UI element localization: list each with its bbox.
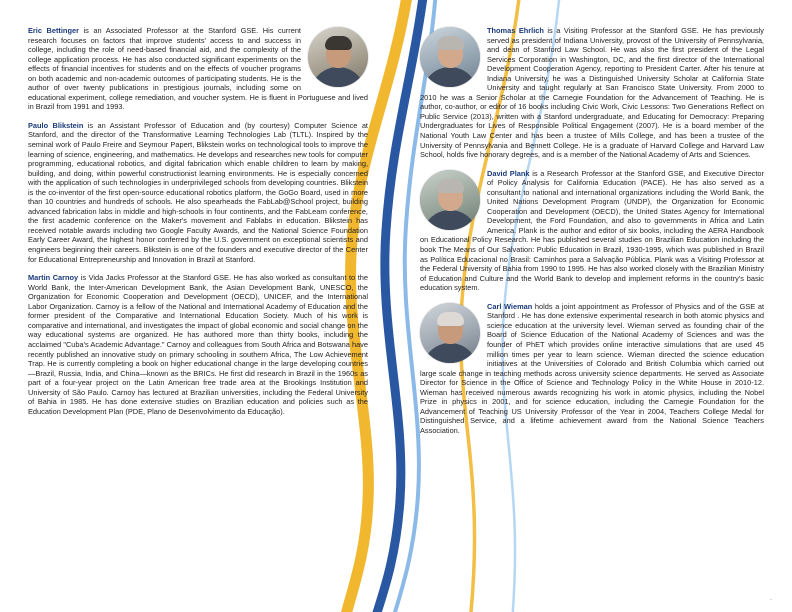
bio-name: Martin Carnoy [28,273,79,283]
portrait-david-plank [420,170,480,230]
portrait-carl-wieman [420,303,480,363]
bio-name: Eric Bettinger [28,26,79,35]
bio-david-plank [420,169,764,293]
bio-martin-carnoy [28,273,368,416]
bio-text: holds a joint appointment as Professor of Physics and of the GSE at Stanford . He has done extensive experimental research in both atomic physics and science education at the university level. Wieman served as founding chair of the Board of Science Education of the National Academy of Sciences and was the founder of PhET which provides online interactive simulations that are used 45 million times per year to learn science. Wieman directed the science education initiatives at the Universities of Colorado and British Columbia which carried out large scale change in teaching methods across university science departments. He served as Associate Director for Science in the Office of Science and Technology Policy in the White House in 2010-12. Wieman has received numerous awards recognizing his work in atomic physics, including the Nobel Prize in physics in 2001, and for science education, including the Carnegie Foundation for the Advancement of Teaching US University Professor of the Year in 2004, Teachers College Medal for Distinguished Service, and a lifetime achievement award from the National Science Teachers Association. [420,301,765,435]
bio-text: is a Visiting Professor at the Stanford GSE. He has previously served as president of Indiana University, provost of the University of Pennsylvania, and dean of Stanford Law School. He was also the first president of the Legal Services Corporation in Washington, DC, and the first director of the International Development Cooperation Agency, reporting to President Carter. After his tenure at Indiana University, he was a Distinguished University Scholar at California State University and taught regularly at San Francisco State University. From 2000 to 2010 he was a Senior Scholar at the Carnegie Foundation for the Advancement of Teaching. He is author, co-author, or editor of 16 books including Civic Work, Civic Lessons: Two Generations Reflect on Public Service (2013), written with a Stanford undergraduate, and Educating for Democracy: Preparing Undergraduates for Lives of Responsible Political Engagement (2007). He is a board member of the National Youth Law Center and has been a trustee of Mills College, and has been a trustee of the University of Pennsylvania and Bennett College. He is a graduate of Harvard College and Harvard Law School, holds five honorary degrees, and is a member of the National Academy of Arts and Sciences. [420,26,764,160]
bio-carl-wieman [420,302,764,436]
bio-text: is an Assistant Professor of Education and (by courtesy) Computer Science at Stanford, and the director of the Transformative Learning Technologies Lab (TLTL). Inspired by the seminal work of Paulo Freire and Seymour Papert, Blikstein works on technological tools to improve the learning of science, engineering, and mathematics. He develops and researches new tools for computer programming, educational robotics, and digital fabrication which enable children to learn by making, building, and doing, within powerful constructionist learning environments. He is especially concerned with the application of such technologies in underprivileged schools from developing countries. Blikstein is the co-inventor of the first open-source educational robotics platform, the GoGo Board, used in more than 10 countries and hundreds of schools. He also spearheads the FabLab@School project, building advanced fabrication labs in middle and high-schools in four continents, and the FabLearn conference, the first academic conference on the Maker's movement and Fablabs in education. Blikstein has received notable awards including two Google Faculty Awards, and the National Science Foundation Early Career Award, the highest honor conferred by the U.S. government on exceptional scientists and engineers beginning their careers. Blikstein is one of the founders and executive director of the Center for Educational Entrepreneurship and Innovation in Brazil at Stanford. [28,120,368,264]
bio-name: David Plank [487,168,530,178]
right-column [396,0,792,612]
bio-name: Paulo Blikstein [28,120,84,130]
bio-eric-bettinger [28,26,368,112]
bio-thomas-ehrlich [420,26,764,160]
portrait-eric-bettinger [308,27,368,87]
page-marker: . [770,595,772,602]
bio-text: is Vida Jacks Professor at the Stanford GSE. He has also worked as consultant to the World Bank, the Inter-American Development Bank, the Asian Development Bank, UNESCO, the Organization for Economic Cooperation and Development (OECD), UNICEF, and the International Labor Organization. Carnoy is a fellow of the National and International Academy of Education and the former president of the Comparative and International Education Society. Much of his work is comparative and international, and investigates the impact of global economic and social change on the way educational systems are organized. He has authored more than thirty books, including the acclaimed "Cuba's Academic Advantage." Carnoy and colleagues from South Africa and Botswana have recently published an innovative study on primary schooling in southern Africa, The Low Achievement Trap. He is currently completing a book on higher educational change in the large developing countries—Brazil, Russia, India, and China—known as the BRICs. He first did research in Brazil in the 1960s as part of a four-year project on the Latin American free trade area at the Brookings Institution and University of São Paulo. Carnoy has lectured at Brazilian universities, including the Federal University of Bahia in 1985. He has done extensive studies on Brazilian education and policies such as the Education Development Plan (PDE, Plano de Desenvolvimento da Educação). [28,273,368,416]
bio-paulo-blikstein [28,121,368,264]
bio-text: is a Research Professor at the Stanford GSE, and Executive Director of Policy Analysis for California Education (PACE). He has also served as a consultant to national and international organizations including the World Bank, the United Nations Development Program (UNDP), the Organization for Economic Cooperation and Development (OECD), the United States Agency for International Development, the Ford Foundation, and also to governments in Africa and Latin America. Plank is the author and editor of six books, including the AERA Handbook on Educational Policy Research. He has published several studies on Brazilian Education including the book The Means of Our Salvation: Public Education in Brazil, 1930-1995, which was published in Brazil as Política Educacional no Brasil: Caminhos para a Salvação Pública. Plank was a Visiting Professor at the Federal University of Bahia from 1990 to 1995. He has also worked closely with the Brazilian Ministry of Education and Culture and the World Bank to develop and implement reforms in the country's basic education system. [420,168,764,293]
portrait-thomas-ehrlich [420,27,480,87]
bio-text: is an Associated Professor at the Stanford GSE. His current research focuses on factors that improve students' access to and success in college, including the role of need-based financial aid, and the complexity of the college application process. He has also conducted significant experiments on the effects of financial incentives for students and on the effects of voucher programs on both academic and non-academic outcomes of participating students. He is the author of over twenty publications in prestigious journals, including some on educational experiment, college remediation, and voucher system. He is fluent in Portuguese and lived in Brazil from 1991 and 1993. [28,26,368,112]
bio-name: Carl Wieman [487,301,533,311]
bio-name: Thomas Ehrlich [487,26,544,35]
